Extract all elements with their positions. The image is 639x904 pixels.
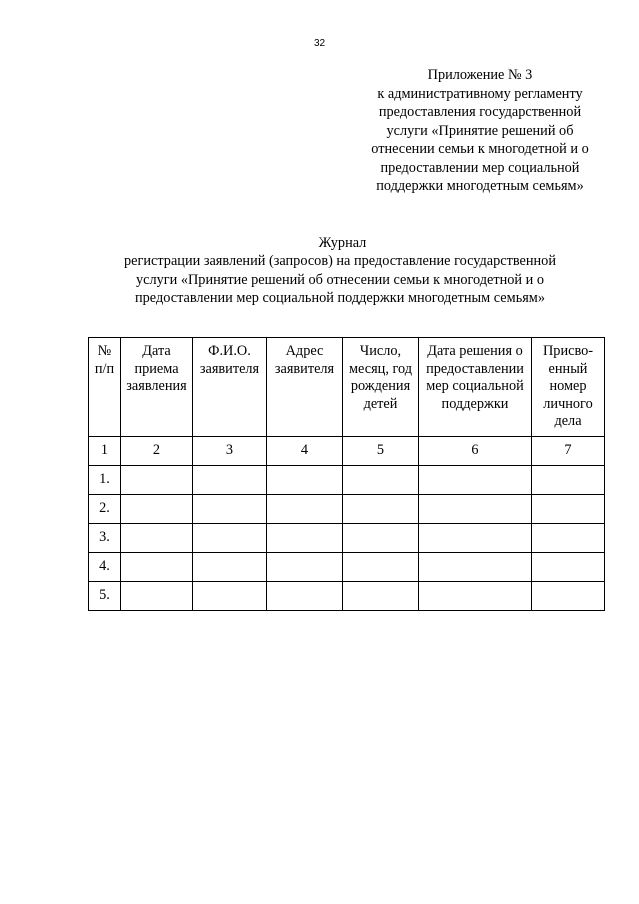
journal-title: Журнал (318, 235, 367, 251)
table-cell (121, 582, 193, 611)
appendix-line: предоставлении мер социальной (380, 159, 580, 176)
table-row (89, 524, 605, 553)
column-header-line: № (97, 343, 112, 359)
column-header-line: заявителя (274, 360, 335, 377)
journal-subtitle-line: услуги «Принятие решений об отнесении семьи к многодетной и о (135, 271, 545, 288)
registration-table (88, 337, 605, 611)
column-header-line: детей (363, 395, 398, 412)
table-cell (343, 553, 419, 582)
table-cell (343, 582, 419, 611)
table-cell (121, 495, 193, 524)
column-header-line: личного (543, 395, 593, 412)
column-number-cell: 6 (419, 437, 532, 466)
row-number-cell: 5. (89, 582, 121, 611)
column-number-cell: 4 (267, 437, 343, 466)
column-header-line: заявителя (199, 360, 260, 377)
column-header-line: предоставлении (426, 360, 524, 377)
column-header-line: Число, (359, 343, 402, 359)
column-number-cell: 7 (532, 437, 605, 466)
table-header-row (89, 338, 605, 437)
table-cell (419, 466, 532, 495)
table-cell (267, 524, 343, 553)
row-number-cell: 1. (89, 466, 121, 495)
column-header-line: месяц, год (349, 360, 412, 377)
table-cell (193, 553, 267, 582)
column-header-line: Ф.И.О. (208, 343, 251, 359)
table-cell (532, 524, 605, 553)
table-cell (267, 466, 343, 495)
table-cell (343, 466, 419, 495)
journal-subtitle (40, 252, 639, 308)
table-cell (121, 466, 193, 495)
row-number-cell: 3. (89, 524, 121, 553)
column-header (419, 338, 532, 437)
column-header-line: номер (549, 378, 587, 394)
table-cell (267, 582, 343, 611)
table-cell (532, 466, 605, 495)
table-cell (193, 495, 267, 524)
table-cell (193, 524, 267, 553)
column-header-line: Присво- (542, 343, 594, 359)
column-header-line: енный (548, 360, 588, 377)
table-cell (532, 553, 605, 582)
table-cell (419, 524, 532, 553)
column-header-line: поддержки (441, 395, 509, 412)
column-header-line: мер социальной (426, 378, 524, 394)
table-cell (532, 495, 605, 524)
column-header-line: Дата (142, 343, 171, 359)
table-cell (419, 582, 532, 611)
row-number-cell: 2. (89, 495, 121, 524)
column-header-line: дела (554, 413, 582, 429)
column-header-line: заявления (126, 378, 187, 394)
column-header-line: п/п (94, 360, 115, 377)
appendix-line: предоставления государственной (378, 104, 582, 120)
table-cell (532, 582, 605, 611)
table-row (89, 553, 605, 582)
column-number-cell: 1 (89, 437, 121, 466)
journal-subtitle-line: регистрации заявлений (запросов) на предоставление государственной (124, 253, 556, 269)
column-number-cell: 3 (193, 437, 267, 466)
journal-subtitle-line: предоставлении мер социальной поддержки многодетным семьям» (134, 290, 545, 306)
table-cell (343, 495, 419, 524)
table-cell (419, 553, 532, 582)
appendix-line: услуги «Принятие решений об (386, 122, 574, 139)
table-cell (343, 524, 419, 553)
column-header-line: приема (134, 360, 179, 377)
appendix-line: отнесении семьи к многодетной и о (371, 141, 589, 157)
appendix-line: Приложение № 3 (427, 67, 533, 83)
page-number: 32 (313, 38, 326, 49)
row-number-cell: 4. (89, 553, 121, 582)
table-cell (267, 553, 343, 582)
table-cell (419, 495, 532, 524)
column-header-line: рождения (350, 378, 411, 394)
column-header-line: Дата решения о (427, 343, 523, 359)
table-cell (121, 553, 193, 582)
appendix-line: к административному регламенту (377, 85, 583, 102)
table-cell (193, 466, 267, 495)
column-number-row (89, 437, 605, 466)
column-header (193, 338, 267, 437)
table-row (89, 582, 605, 611)
column-header (532, 338, 605, 437)
table-cell (193, 582, 267, 611)
column-header (121, 338, 193, 437)
column-number-cell: 2 (121, 437, 193, 466)
column-number-cell: 5 (343, 437, 419, 466)
appendix-block (330, 66, 630, 196)
column-header (343, 338, 419, 437)
table-cell (267, 495, 343, 524)
table-row (89, 495, 605, 524)
table-cell (121, 524, 193, 553)
column-header-line: Адрес (285, 343, 324, 359)
appendix-line: поддержки многодетным семьям» (376, 178, 584, 194)
column-header (267, 338, 343, 437)
column-header (89, 338, 121, 437)
table-row (89, 466, 605, 495)
